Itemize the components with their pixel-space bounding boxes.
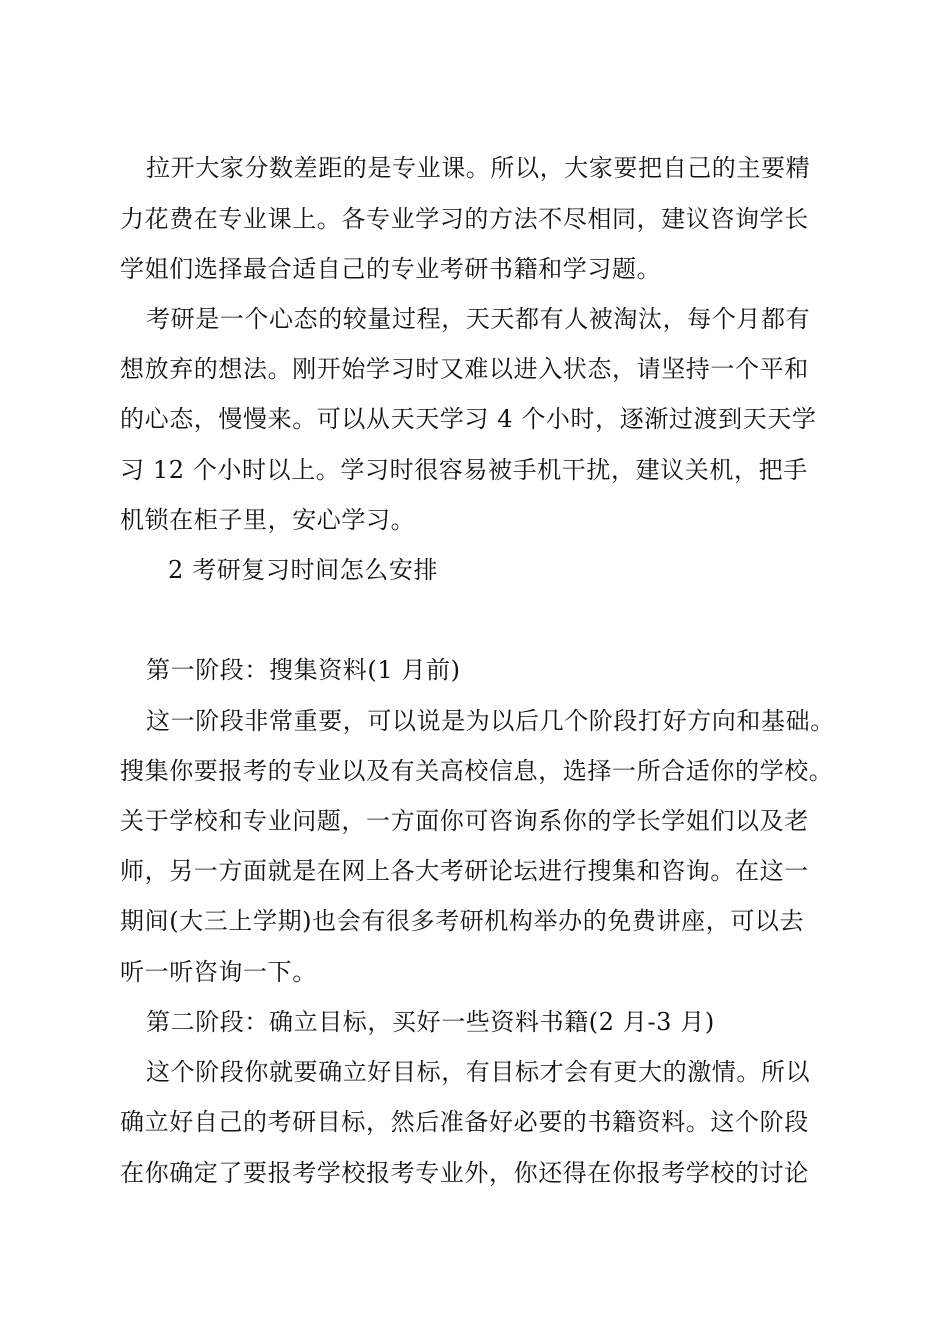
paragraph-line: 这一阶段非常重要，可以说是为以后几个阶段打好方向和基础。 — [146, 707, 835, 735]
paragraph-line: 的心态，慢慢来。可以从天天学习 4 个小时，逐渐过渡到天天学 — [120, 405, 817, 433]
paragraph-line: 关于学校和专业问题，一方面你可咨询系你的学长学姐们以及老 — [120, 807, 809, 835]
paragraph-line: 确立好自己的考研目标，然后准备好必要的书籍资料。这个阶段 — [120, 1108, 809, 1136]
paragraph-line: 学姐们选择最合适自己的专业考研书籍和学习题。 — [120, 255, 662, 283]
stage-heading: 第二阶段：确立目标，买好一些资料书籍(2 月-3 月) — [146, 1008, 715, 1036]
paragraph-line: 师，另一方面就是在网上各大考研论坛进行搜集和咨询。在这一 — [120, 857, 809, 885]
paragraph-line: 搜集你要报考的专业以及有关高校信息，选择一所合适你的学校。 — [120, 757, 834, 785]
paragraph-line: 在你确定了要报考学校报考专业外，你还得在你报考学校的讨论 — [120, 1159, 809, 1187]
paragraph-line: 这个阶段你就要确立好目标，有目标才会有更大的激情。所以 — [146, 1058, 811, 1086]
section-heading: 2 考研复习时间怎么安排 — [168, 556, 439, 584]
stage-heading: 第一阶段：搜集资料(1 月前) — [146, 656, 461, 684]
paragraph-line: 考研是一个心态的较量过程，天天都有人被淘汰，每个月都有 — [146, 305, 811, 333]
paragraph-line: 拉开大家分数差距的是专业课。所以，大家要把自己的主要精 — [146, 154, 811, 182]
paragraph-line: 听一听咨询一下。 — [120, 958, 317, 986]
paragraph-line: 想放弃的想法。刚开始学习时又难以进入状态，请坚持一个平和 — [120, 355, 809, 383]
paragraph-line: 期间(大三上学期)也会有很多考研机构举办的免费讲座，可以去 — [120, 907, 805, 935]
paragraph-line: 习 12 个小时以上。学习时很容易被手机干扰，建议关机，把手 — [120, 456, 808, 484]
paragraph-line: 力花费在专业课上。各专业学习的方法不尽相同，建议咨询学长 — [120, 205, 809, 233]
paragraph-line: 机锁在柜子里，安心学习。 — [120, 506, 416, 534]
